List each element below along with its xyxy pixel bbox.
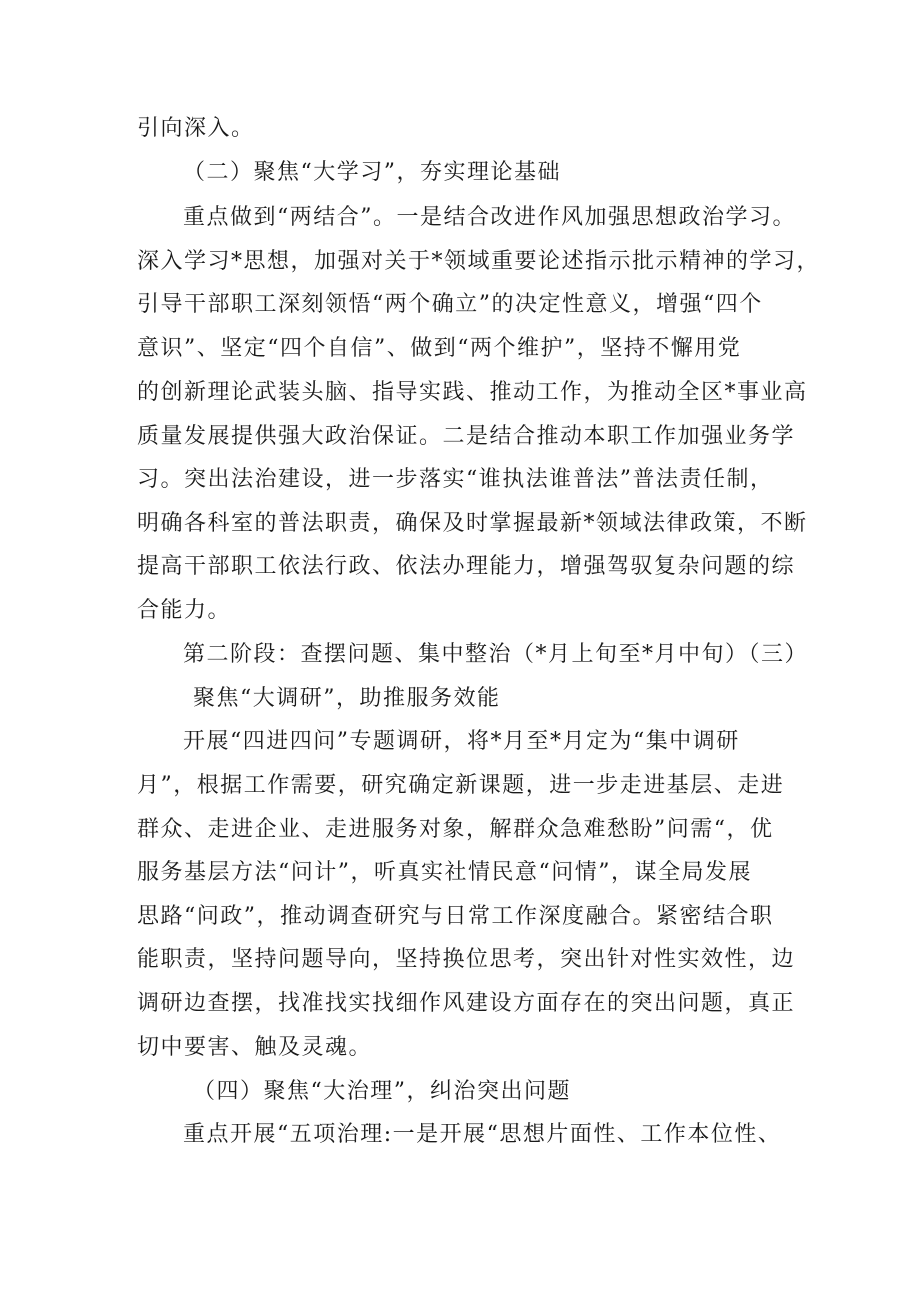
- body-line: 质量发展提供强大政治保证。二是结合推动本职工作加强业务学: [137, 424, 796, 449]
- body-line: 调研边查摆，找准找实找细作风建设方面存在的突出问题，真正: [137, 991, 796, 1016]
- section-heading: 聚焦“大调研”，助推服务效能: [193, 686, 501, 711]
- body-line: 开展“四进四问”专题调研，将*月至*月定为“集中调研: [183, 729, 740, 754]
- body-line: 深入学习*思想，加强对关于*领域重要论述指示批示精神的学习，: [137, 249, 821, 274]
- body-line: 意识”、坚定“四个自信”、做到“两个维护”，坚持不懈用党: [137, 336, 742, 361]
- body-line: 月”，根据工作需要，研究确定新课题，进一步走进基层、走进: [137, 773, 785, 798]
- body-line: 能职责，坚持问题导向，坚持换位思考，突出针对性实效性，边: [137, 947, 796, 972]
- body-line: 习。突出法治建设，进一步落实“谁执法谁普法”普法责任制，: [137, 467, 774, 492]
- section-heading: （四）聚焦“大治理”，纠治突出问题: [193, 1079, 571, 1104]
- body-line: 群众、走进企业、走进服务对象，解群众急难愁盼”问需“，优: [137, 817, 774, 842]
- body-line: 的创新理论武装头脑、指导实践、推动工作，为推动全区*事业高: [137, 380, 808, 405]
- body-line: 思路“问政”，推动调查研究与日常工作深度融合。紧密结合职: [137, 904, 774, 929]
- body-line: 明确各科室的普法职责，确保及时掌握最新*领域法律政策，不断: [137, 511, 808, 536]
- body-line: 切中要害、触及灵魂。: [137, 1035, 373, 1060]
- body-line: 重点做到“两结合”。一是结合改进作风加强思想政治学习。: [183, 205, 796, 230]
- body-line: 重点开展“五项治理:一是开展“思想片面性、工作本位性、: [183, 1122, 782, 1147]
- body-line: 合能力。: [137, 598, 232, 623]
- section-heading: （二）聚焦“大学习”，夯实理论基础: [183, 160, 561, 185]
- body-line: 引导干部职工深刻领悟“两个确立”的决定性意义，增强“四个: [137, 292, 763, 317]
- body-line: 服务基层方法“问计”，听真实社情民意“问情”，谋全局发展: [137, 860, 752, 885]
- stage-heading: 第二阶段：查摆问题、集中整治（*月上旬至*月中旬）（三）: [183, 642, 809, 667]
- body-line: 引向深入。: [137, 116, 255, 141]
- body-line: 提高干部职工依法行政、依法办理能力，增强驾驭复杂问题的综: [137, 554, 796, 579]
